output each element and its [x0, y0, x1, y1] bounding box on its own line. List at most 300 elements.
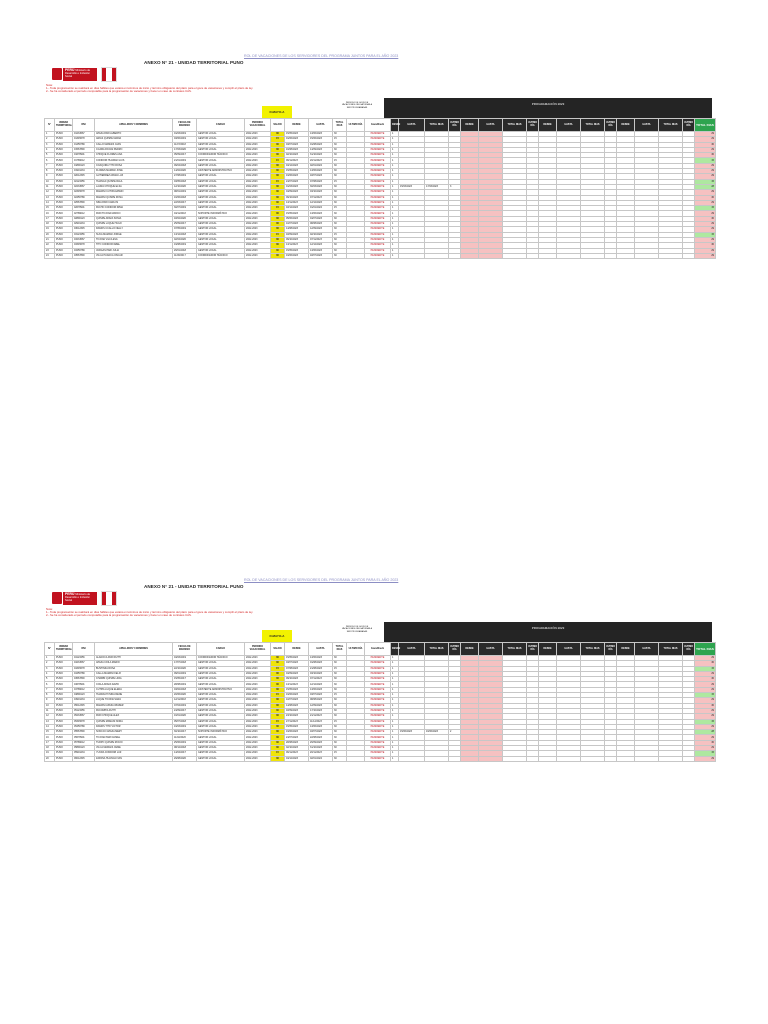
note-line: 2.- Se ha considerado el período computable para la programación de vacaciones y hacer en caso de contratos CAS.: [46, 613, 192, 618]
col-desde-cell: 06/11/2023: [285, 751, 309, 756]
col-flag-cell: 1: [391, 137, 399, 142]
col-periodo-cell: 2022-2023: [245, 147, 271, 152]
col-total-cell: 30: [333, 730, 347, 735]
col-saldo-cell: 30: [271, 703, 285, 708]
schedule-cell: 29: [695, 656, 716, 661]
column-header: HASTA: [557, 119, 581, 132]
col-hasta-cell: 21/11/2023: [309, 714, 333, 719]
col-cargo-cell: GESTOR LOCAL: [197, 719, 245, 724]
note-line: 1.- Toda programación se realizará en días hábiles que estará en términos de inicio y término obligatorio del plazo para el goce de vacaciones y cumplir el plazo de ley.: [46, 86, 254, 91]
col-cargo-cell: GESTOR LOCAL: [197, 237, 245, 242]
col-total-cell: 15: [333, 719, 347, 724]
col-nombre-cell: APAZA PARI ALBERTO: [95, 132, 173, 137]
col-unidad-cell: PUNO: [55, 158, 73, 163]
col-total-cell: 15: [333, 158, 347, 163]
schedule-cell: [461, 756, 479, 761]
col-n-cell: 3: [45, 142, 55, 147]
col-n-cell: 15: [45, 206, 55, 211]
col-n-cell: 9: [45, 698, 55, 703]
col-cargo-cell: GESTOR LOCAL: [197, 174, 245, 179]
column-header: DESDE: [617, 119, 635, 132]
col-periodo-cell: 2022-2023: [245, 756, 271, 761]
col-n-cell: 3: [45, 666, 55, 671]
schedule-cell: [683, 253, 695, 258]
col-dni-cell: 03345678: [73, 243, 95, 248]
col-nombre-cell: LUQUE TICONA SARA: [95, 698, 173, 703]
col-ingreso-cell: 22/10/2020: [173, 666, 197, 671]
col-cargo-cell: ASISTENTE ADMINISTRATIVO: [197, 687, 245, 692]
col-unidad-cell: PUNO: [55, 693, 73, 698]
col-goza-cell: PENDIENTE: [365, 719, 391, 724]
col-periodo-cell: 2022-2023: [245, 243, 271, 248]
schedule-cell: [425, 253, 449, 258]
schedule-cell: [503, 253, 527, 258]
col-hasta-cell: 07/11/2023: [309, 237, 333, 242]
col-desde-cell: 05/06/2023: [285, 216, 309, 221]
col-hasta-cell: 20/11/2023: [309, 158, 333, 163]
col-hasta-cell: 03/10/2023: [309, 671, 333, 676]
schedule-cell: 15: [695, 232, 716, 237]
col-saldo-cell: 30: [271, 740, 285, 745]
col-unidad-cell: PUNO: [55, 179, 73, 184]
col-periodo-cell: 2022-2023: [245, 237, 271, 242]
schedule-cell: [683, 756, 695, 761]
column-header: ULTIMO DÍA: [527, 643, 539, 656]
col-saldo-cell: 30: [271, 184, 285, 189]
table-row: [45, 253, 716, 258]
column-header: HASTA: [399, 119, 425, 132]
column-header: ULTIMO DÍA: [527, 119, 539, 132]
col-flag-cell: 1: [391, 740, 399, 745]
header-band: [44, 98, 712, 118]
col-saldo-cell: 30: [271, 227, 285, 232]
col-nombre-cell: PARI TICONA MARCO: [95, 211, 173, 216]
col-goza-cell: PENDIENTE: [365, 158, 391, 163]
col-unidad-cell: PUNO: [55, 671, 73, 676]
col-hasta-cell: 31/10/2023: [309, 153, 333, 158]
column-header: APELLIDOS Y NOMBRES: [95, 643, 173, 656]
col-periodo-cell: 2022-2023: [245, 703, 271, 708]
col-flag-cell: 1: [391, 158, 399, 163]
col-flag-cell: 1: [391, 200, 399, 205]
column-header: ULTIMO DÍA: [605, 119, 617, 132]
schedule-cell: 29: [695, 147, 716, 152]
col-n-cell: 8: [45, 693, 55, 698]
schedule-cell: [635, 253, 659, 258]
col-total-cell: 30: [333, 687, 347, 692]
col-n-cell: 7: [45, 163, 55, 168]
programacion-band: PROGRAMACIÓN 2023: [384, 98, 712, 118]
note-line: Nota:: [46, 607, 53, 611]
col-hasta-cell: 31/10/2023: [309, 746, 333, 751]
col-saldo-cell: 15: [271, 232, 285, 237]
column-header: N°: [45, 643, 55, 656]
col-periodo-cell: 2022-2023: [245, 730, 271, 735]
schedule-cell: 30: [695, 677, 716, 682]
col-unidad-cell: PUNO: [55, 253, 73, 258]
col-saldo-cell: 30: [271, 698, 285, 703]
note-line: Nota:: [46, 83, 53, 87]
column-header: PERIODO VACACIONAL: [245, 119, 271, 132]
col-ingreso-cell: 02/04/2020: [173, 237, 197, 242]
col-total-cell: 30: [333, 656, 347, 661]
col-goza-cell: PENDIENTE: [365, 253, 391, 258]
col-saldo-cell: 30: [271, 211, 285, 216]
document-page-1: [44, 52, 712, 259]
col-cargo-cell: GESTOR LOCAL: [197, 677, 245, 682]
column-header: ULTIMO DÍA: [683, 643, 695, 656]
col-dni-cell: 04456789: [73, 671, 95, 676]
column-header: DESDE: [617, 643, 635, 656]
col-saldo-cell: 30: [271, 735, 285, 740]
col-hasta-cell: 07/11/2023: [309, 677, 333, 682]
col-cargo-cell: COORDINADOR TÉCNICO: [197, 253, 245, 258]
col-hasta-cell: 18/07/2023: [309, 730, 333, 735]
col-dni-cell: 05012345: [73, 703, 95, 708]
col-periodo-cell: 2022-2023: [245, 661, 271, 666]
col-goza-cell: PENDIENTE: [365, 211, 391, 216]
col-goza-cell: PENDIENTE: [365, 661, 391, 666]
col-dni-cell: 03123456: [73, 232, 95, 237]
col-dni-cell: 05345678: [73, 719, 95, 724]
col-unidad-cell: PUNO: [55, 184, 73, 189]
col-saldo-cell: 15: [271, 693, 285, 698]
col-dni-cell: 02567890: [73, 200, 95, 205]
col-cargo-cell: GESTOR LOCAL: [197, 724, 245, 729]
programacion-band: PROGRAMACIÓN 2023: [384, 622, 712, 642]
col-dni-cell: 03012345: [73, 227, 95, 232]
schedule-cell: 29: [695, 708, 716, 713]
document-page-2: [44, 576, 712, 762]
col-desde-cell: 02/10/2023: [285, 153, 309, 158]
schedule-cell: 30: [695, 740, 716, 745]
col-saldo-cell: 15: [271, 666, 285, 671]
col-ingreso-cell: 05/09/2017: [173, 153, 197, 158]
col-desde-cell: 09/10/2023: [285, 237, 309, 242]
col-n-cell: 15: [45, 730, 55, 735]
col-total-cell: 15: [333, 751, 347, 756]
col-total-cell: 30: [333, 169, 347, 174]
column-header: DESDE: [391, 643, 399, 656]
col-goza-cell: PENDIENTE: [365, 232, 391, 237]
col-desde-cell: 03/07/2023: [285, 142, 309, 147]
col-unidad-cell: PUNO: [55, 714, 73, 719]
col-dni-cell: 02789012: [73, 211, 95, 216]
col-goza-cell: PENDIENTE: [365, 132, 391, 137]
col-flag-cell: 1: [391, 206, 399, 211]
col-n-cell: 5: [45, 153, 55, 158]
col-hasta-cell: 17/10/2023: [309, 708, 333, 713]
column-header: HASTA: [557, 643, 581, 656]
col-cargo-cell: GESTOR LOCAL: [197, 708, 245, 713]
col-cargo-cell: GESTOR LOCAL: [197, 142, 245, 147]
col-nombre-cell: APAZA COILA MARIO: [95, 661, 173, 666]
col-hasta-cell: 07/11/2023: [309, 195, 333, 200]
col-unidad-cell: PUNO: [55, 142, 73, 147]
col-periodo-cell: 2022-2023: [245, 132, 271, 137]
col-saldo-cell: 30: [271, 661, 285, 666]
col-nombre-cell: VARGAS PARI JULIA: [95, 248, 173, 253]
col-ingreso-cell: 22/03/2017: [173, 200, 197, 205]
col-cargo-cell: GESTOR LOCAL: [197, 666, 245, 671]
col-dni-cell: 02123456: [73, 179, 95, 184]
col-flag-cell: 1: [391, 714, 399, 719]
col-nombre-cell: RAMOS TITO VICTOR: [95, 724, 173, 729]
col-cargo-cell: GESTOR LOCAL: [197, 232, 245, 237]
schedule-cell: [425, 756, 449, 761]
col-unidad-cell: PUNO: [55, 756, 73, 761]
col-total-cell: 30: [333, 746, 347, 751]
column-header: TOTAL DIAS: [581, 643, 605, 656]
col-total-cell: 30: [333, 677, 347, 682]
col-flag-cell: 1: [391, 142, 399, 147]
col-total-cell: 30: [333, 703, 347, 708]
schedule-cell: 29: [695, 211, 716, 216]
col-n-cell: 9: [45, 174, 55, 179]
col-ingreso-cell: 26/01/2018: [173, 248, 197, 253]
schedule-cell: [527, 756, 539, 761]
col-flag-cell: 1: [391, 227, 399, 232]
col-hasta-cell: 04/07/2023: [309, 216, 333, 221]
column-header: GozaCheck: [365, 119, 391, 132]
col-unidad-cell: PUNO: [55, 243, 73, 248]
col-desde-cell: 15/05/2023: [285, 656, 309, 661]
col-total-cell: 30: [333, 147, 347, 152]
col-ingreso-cell: 11/02/2020: [173, 735, 197, 740]
col-goza-cell: PENDIENTE: [365, 222, 391, 227]
col-goza-cell: PENDIENTE: [365, 190, 391, 195]
col-cargo-cell: GESTOR LOCAL: [197, 222, 245, 227]
col-nombre-cell: COILA APAZA DAVID: [95, 682, 173, 687]
schedule-cell: 29: [695, 137, 716, 142]
flag-icon: [101, 591, 117, 606]
col-dni-cell: 03234567: [73, 237, 95, 242]
col-total-cell: 30: [333, 756, 347, 761]
column-header: SALDO: [271, 643, 285, 656]
col-nombre-cell: FLORES MAMANI JOSE: [95, 169, 173, 174]
col-total-cell: 30: [333, 661, 347, 666]
col-nombre-cell: CCAMA ROJAS PEDRO: [95, 147, 173, 152]
col-ingreso-cell: 11/07/2018: [173, 142, 197, 147]
schedule-cell: [659, 253, 683, 258]
col-ingreso-cell: 28/08/2019: [173, 682, 197, 687]
col-hasta-cell: 12/09/2023: [309, 227, 333, 232]
schedule-cell: 29: [695, 248, 716, 253]
col-n-cell: 11: [45, 184, 55, 189]
schedule-cell: 29: [695, 200, 716, 205]
schedule-cell: 29: [695, 253, 716, 258]
col-n-cell: 6: [45, 682, 55, 687]
col-total-cell: 30: [333, 698, 347, 703]
col-flag-cell: 1: [391, 682, 399, 687]
col-hasta-cell: 03/10/2023: [309, 190, 333, 195]
col-desde-cell: 03/07/2023: [285, 661, 309, 666]
col-nombre-cell: LAURA CHOQUE ELSA: [95, 184, 173, 189]
col-n-cell: 12: [45, 190, 55, 195]
col-cargo-cell: COORDINADOR TÉCNICO: [197, 153, 245, 158]
schedule-cell: 29: [695, 227, 716, 232]
col-total-cell: 30: [333, 253, 347, 258]
col-desde-cell: 23/10/2023: [285, 714, 309, 719]
schedule-cell: 29: [695, 237, 716, 242]
column-header: TOTAL DIAS: [425, 643, 449, 656]
col-flag-cell: 1: [391, 243, 399, 248]
col-saldo-cell: 30: [271, 714, 285, 719]
col-ingreso-cell: 12/10/2020: [173, 184, 197, 189]
col-flag-cell: 1: [391, 666, 399, 671]
schedule-cell: 29: [695, 698, 716, 703]
col-ingreso-cell: 09/01/2019: [173, 671, 197, 676]
col-saldo-cell: 30: [271, 216, 285, 221]
col-nombre-cell: QUISPE MAMANI NORA: [95, 719, 173, 724]
table-body: [45, 132, 716, 259]
col-desde-cell: 04/12/2023: [285, 163, 309, 168]
col-unidad-cell: PUNO: [55, 730, 73, 735]
col-periodo-cell: 2022-2023: [245, 714, 271, 719]
col-nombre-cell: SONCCO APAZA MERY: [95, 730, 173, 735]
col-n-cell: 13: [45, 195, 55, 200]
col-dni-cell: 01234567: [73, 132, 95, 137]
col-dni-cell: 02901234: [73, 222, 95, 227]
col-goza-cell: PENDIENTE: [365, 243, 391, 248]
col-nombre-cell: QUISPE APAZA SONIA: [95, 216, 173, 221]
col-desde-cell: 18/12/2023: [285, 206, 309, 211]
col-unidad-cell: PUNO: [55, 132, 73, 137]
column-header: HASTA: [399, 643, 425, 656]
col-ingreso-cell: 21/01/2019: [173, 158, 197, 163]
column-header: ULTIMO DÍA: [449, 119, 461, 132]
flag-icon: [101, 67, 117, 82]
schedule-cell: 30: [695, 703, 716, 708]
col-dni-cell: 01789012: [73, 158, 95, 163]
col-periodo-cell: 2022-2023: [245, 200, 271, 205]
schedule-cell: 15: [695, 666, 716, 671]
schedule-cell: [659, 756, 683, 761]
col-goza-cell: PENDIENTE: [365, 708, 391, 713]
col-nombre-cell: MAMANI CUTIPA EDWIN: [95, 190, 173, 195]
col-goza-cell: PENDIENTE: [365, 714, 391, 719]
col-unidad-cell: PUNO: [55, 656, 73, 661]
col-hasta-cell: 02/01/2024: [309, 756, 333, 761]
col-cargo-cell: GESTOR LOCAL: [197, 735, 245, 740]
col-goza-cell: PENDIENTE: [365, 687, 391, 692]
col-n-cell: 7: [45, 687, 55, 692]
col-n-cell: 13: [45, 719, 55, 724]
ministry-logo: [52, 588, 130, 608]
col-desde-cell: 15/05/2023: [285, 132, 309, 137]
schedule-cell: [557, 756, 581, 761]
col-desde-cell: 18/09/2023: [285, 232, 309, 237]
col-goza-cell: PENDIENTE: [365, 682, 391, 687]
col-periodo-cell: 2022-2023: [245, 248, 271, 253]
col-n-cell: 10: [45, 179, 55, 184]
col-unidad-cell: PUNO: [55, 735, 73, 740]
column-header: TOTAL DIAS: [659, 119, 683, 132]
col-dni-cell: 02012345: [73, 174, 95, 179]
column-header: DESDE: [461, 119, 479, 132]
column-header: CARGO: [197, 119, 245, 132]
col-saldo-cell: 30: [271, 746, 285, 751]
col-periodo-cell: 2022-2023: [245, 693, 271, 698]
col-n-cell: 14: [45, 724, 55, 729]
col-desde-cell: 13/11/2023: [285, 682, 309, 687]
col-nombre-cell: NINA PARI CARLOS: [95, 200, 173, 205]
ministry-logo: [52, 64, 130, 84]
column-header: PERIODO VACACIONAL: [245, 643, 271, 656]
col-hasta-cell: 13/06/2023: [309, 687, 333, 692]
page-header: [44, 52, 712, 98]
col-desde-cell: 15/05/2023: [285, 687, 309, 692]
col-nombre-cell: ALANOCA PARI RUTH: [95, 656, 173, 661]
col-goza-cell: PENDIENTE: [365, 137, 391, 142]
col-periodo-cell: 2022-2023: [245, 163, 271, 168]
col-ingreso-cell: 05/07/2018: [173, 719, 197, 724]
col-unidad-cell: PUNO: [55, 746, 73, 751]
col-dni-cell: 02890123: [73, 216, 95, 221]
col-cargo-cell: GESTOR LOCAL: [197, 195, 245, 200]
col-flag-cell: 1: [391, 756, 399, 761]
col-cargo-cell: GESTOR LOCAL: [197, 227, 245, 232]
col-n-cell: 17: [45, 740, 55, 745]
col-cargo-cell: GESTOR LOCAL: [197, 740, 245, 745]
col-ingreso-cell: 27/08/2019: [173, 174, 197, 179]
note-block: [46, 84, 253, 94]
col-total-cell: 15: [333, 666, 347, 671]
col-desde-cell: 09/10/2023: [285, 195, 309, 200]
col-periodo-cell: 2022-2023: [245, 656, 271, 661]
logo-country: PERÚ: [65, 591, 75, 596]
col-desde-cell: 10/07/2023: [285, 222, 309, 227]
col-saldo-cell: 30: [271, 132, 285, 137]
col-nombre-cell: PARI CHOQUE ALEX: [95, 714, 173, 719]
col-periodo-cell: 2022-2023: [245, 666, 271, 671]
col-ingreso-cell: 14/02/2020: [173, 169, 197, 174]
col-goza-cell: PENDIENTE: [365, 751, 391, 756]
col-n-cell: 20: [45, 756, 55, 761]
col-total-cell: 30: [333, 248, 347, 253]
col-cargo-cell: GESTOR LOCAL: [197, 147, 245, 152]
col-flag-cell: 1: [391, 174, 399, 179]
col-dni-cell: 02345678: [73, 190, 95, 195]
col-desde-cell: 01/06/2023: [285, 137, 309, 142]
col-flag-cell: 1: [391, 730, 399, 735]
col-dni-cell: 04678901: [73, 682, 95, 687]
col-dni-cell: 03456789: [73, 248, 95, 253]
col-flag-cell: 1: [391, 253, 399, 258]
col-periodo-cell: 2022-2023: [245, 671, 271, 676]
col-hasta-cell: 11/12/2023: [309, 719, 333, 724]
column-header: SALDO: [271, 119, 285, 132]
col-unidad-cell: PUNO: [55, 169, 73, 174]
column-header: TOTAL DIAS: [695, 643, 716, 656]
col-n-cell: 11: [45, 708, 55, 713]
col-goza-cell: PENDIENTE: [365, 179, 391, 184]
col-saldo-cell: 30: [271, 169, 285, 174]
col-ultimo-cell: [347, 253, 365, 258]
col-hasta-cell: 01/01/2024: [309, 206, 333, 211]
col-nombre-cell: CALLA MAMANI FELIX: [95, 671, 173, 676]
column-header: TOTAL DIAS: [581, 119, 605, 132]
col-cargo-cell: GESTOR LOCAL: [197, 756, 245, 761]
column-header: DNI: [73, 119, 95, 132]
column-header: ULTIMO DÍA: [347, 643, 365, 656]
table-body: [45, 656, 716, 762]
col-saldo-cell: 30: [271, 677, 285, 682]
col-unidad-cell: PUNO: [55, 703, 73, 708]
col-goza-cell: PENDIENTE: [365, 206, 391, 211]
col-flag-cell: 1: [391, 687, 399, 692]
column-header: HASTA: [479, 643, 503, 656]
